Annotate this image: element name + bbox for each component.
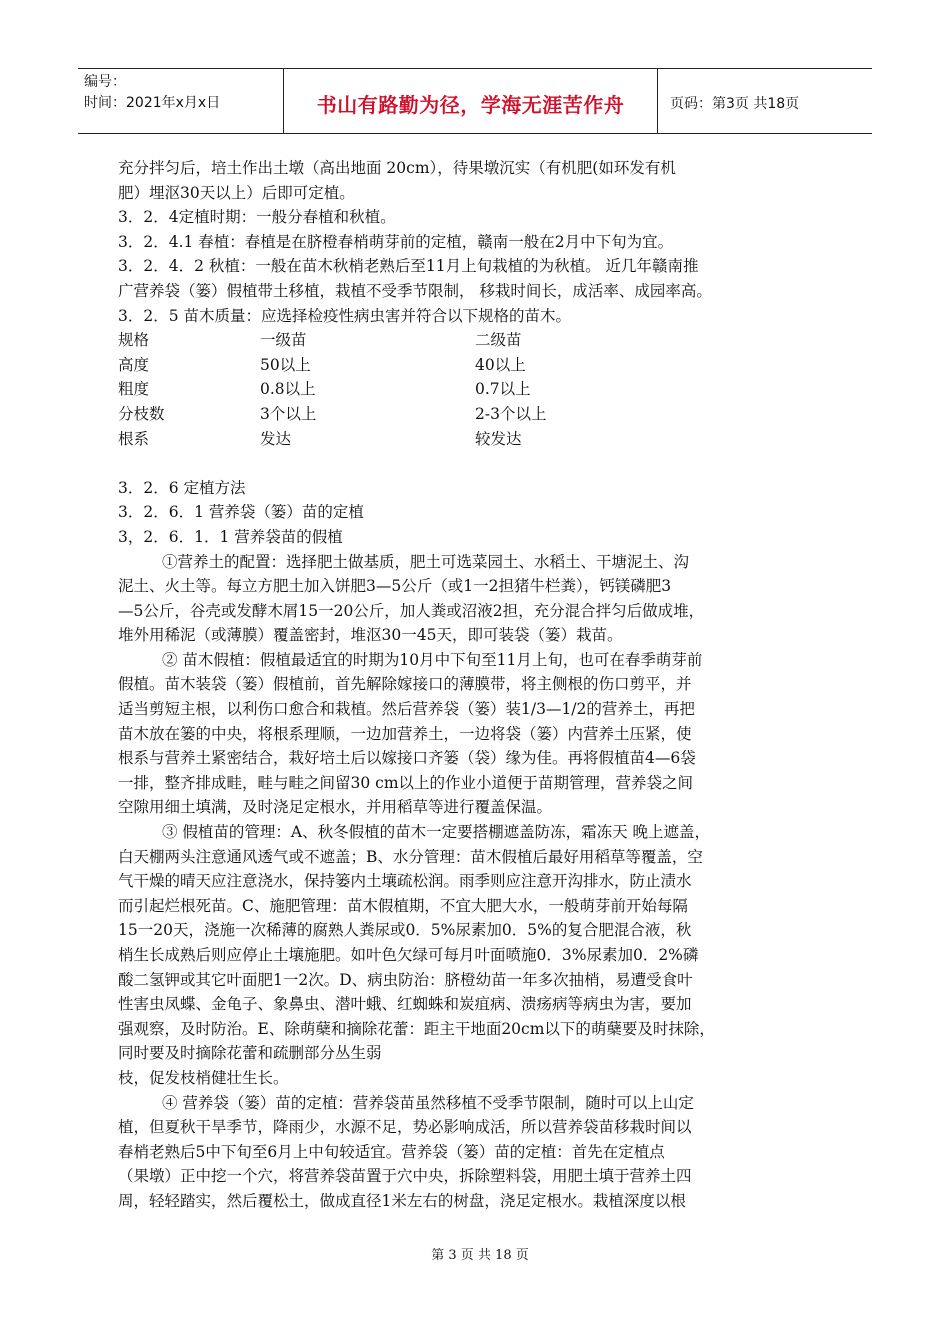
text-line: 酸二氢钾或其它叶面肥1一2次。D、病虫防治：脐橙幼苗一年多次抽梢，易遭受食叶 [118,970,693,989]
text-line: 3．2．6 定植方法 [118,478,246,497]
paragraphs-after-table [118,476,838,1214]
table-cell: 根系 [118,429,150,448]
text-line: 15一20天，浇施一次稀薄的腐熟人粪尿或0．5%尿素加0．5%的复合肥混合液，秋 [118,921,692,940]
text-line: ③ 假植苗的管理：A、秋冬假植的苗木一定要搭棚遮盖防冻，霜冻天 晚上遮盖， [162,823,711,842]
document-body [118,156,838,1214]
table-cell: 0.7以上 [475,380,531,399]
blank-line [118,451,838,476]
text-line: 强观察，及时防治。E、除萌蘖和摘除花蕾：距主干地面20cm以下的萌蘖要及时抹除， [118,1019,715,1038]
text-line: 植，但夏秋干旱季节，降雨少，水源不足，势必影响成活，所以营养袋苗移栽时间以 [118,1118,692,1137]
text-line: 苗木放在篓的中央，将根系理顺，一边加营养土，一边将袋（篓）内营养土压紧，使 [118,724,692,743]
table-cell: 较发达 [475,429,522,448]
header-page-info: 页码：第3页 共18页 [670,96,800,112]
paragraphs-before-table [118,156,838,328]
text-line: 枝，促发枝梢健壮生长。 [118,1068,289,1087]
text-line: —5公斤，谷壳或发酵木屑15一20公斤，加人粪或沼液2担，充分混合拌匀后做成堆， [118,601,705,620]
table-row [118,353,838,378]
table-cell: 2-3个以上 [475,404,547,423]
header-motto: 书山有路勤为径，学海无涯苦作舟 [284,69,658,133]
table-cell: 分枝数 [118,404,165,423]
table-row [118,402,838,427]
text-line: ①营养土的配置：选择肥土做基质，肥土可选菜园土、水稻土、干塘泥土、沟 [162,552,690,571]
text-line: ② 苗木假植：假植最适宜的时期为10月中下旬至11月上旬，也可在春季萌芽前 [162,650,703,669]
text-line: 堆外用稀泥（或薄膜）覆盖密封，堆沤30一45天，即可装袋（篓）栽苗。 [118,626,623,645]
text-line: 3．2．4．2 秋植：一般在苗木秋梢老熟后至11月上旬栽植的为秋植。 近几年赣南推 [118,257,699,276]
text-line: 性害虫凤蝶、金龟子、象鼻虫、潜叶蛾、红蜘蛛和炭疽病、溃疡病等病虫为害，要加 [118,995,692,1014]
text-line: 适当剪短主根，以利伤口愈合和栽植。然后营养袋（篓）装1/3—1/2的营养土，再把 [118,700,695,719]
table-header-cell: 一级苗 [260,331,307,350]
text-line: 一排，整齐排成畦，畦与畦之间留30 cm以上的作业小道便于苗期管理，营养袋之间 [118,773,694,792]
text-line: 同时要及时摘除花蕾和疏删部分丛生弱 [118,1044,382,1063]
text-line: 充分拌匀后，培土作出土墩（高出地面 20cm），待果墩沉实（有机肥(如环发有机 [118,159,676,177]
table-cell: 40以上 [475,355,526,374]
text-line: 3．2．4.1 春植：春植是在脐橙春梢萌芽前的定植，赣南一般在2月中下旬为宜。 [118,232,674,251]
text-line: 肥）埋沤30天以上）后即可定植。 [118,183,355,202]
serial-number-label: 编号： [84,74,126,90]
text-line: 3．2．5 苗木质量：应选择检疫性病虫害并符合以下规格的苗木。 [118,306,572,325]
table-cell: 3个以上 [260,404,317,423]
text-line: 广营养袋（篓）假植带土移植，栽植不受季节限制， 移栽时间长，成活率、成园率高。 [118,281,712,300]
text-line: 3．2．4定植时期：一般分春植和秋植。 [118,208,396,227]
text-line: 假植。苗木装袋（篓）假植前，首先解除嫁接口的薄膜带，将主侧根的伤口剪平，并 [118,675,692,694]
page-footer: 第 3 页 共 18 页 [431,1248,529,1263]
text-line: 周，轻轻踏实，然后覆松土，做成直径1米左右的树盘，浇足定根水。栽植深度以根 [118,1191,686,1210]
table-cell: 高度 [118,355,150,374]
seedling-quality-table [118,328,838,451]
table-cell: 粗度 [118,380,150,399]
text-line: 泥土、火土等。每立方肥土加入饼肥3—5公斤（或1一2担猪牛栏粪），钙镁磷肥3 [118,577,672,596]
table-row [118,377,838,402]
text-line: 而引起烂根死苗。C、施肥管理：苗木假植期，不宜大肥大水，一般萌芽前开始每隔 [118,896,688,915]
table-header-cell: 规格 [118,331,150,350]
table-cell: 0.8以上 [260,380,316,399]
table-cell: 50以上 [260,355,311,374]
text-line: 气干燥的晴天应注意浇水，保持篓内土壤疏松润。雨季则应注意开沟排水，防止渍水 [118,872,692,891]
page-header [78,68,872,134]
table-row [118,427,838,452]
text-line: 空隙用细土填满，及时浇足定根水，并用稻草等进行覆盖保温。 [118,798,553,817]
time-label: 时间：2021年x月x日 [84,95,221,111]
text-line: 梢生长成熟后则应停止土壤施肥。如叶色欠绿可每月叶面喷施0．3%尿素加0．2%磷 [118,946,699,964]
text-line: 春梢老熟后5中下旬至6月上中旬较适宜。营养袋（篓）苗的定植：首先在定植点 [118,1142,665,1161]
table-header-cell: 二级苗 [475,331,522,350]
table-header-row [118,328,838,353]
text-line: （果墩）正中挖一个穴，将营养袋苗置于穴中央，拆除塑料袋，用肥土填于营养土四 [118,1167,692,1186]
header-meta [78,69,284,133]
text-line: 根系与营养土紧密结合，栽好培土后以嫁接口齐篓（袋）缘为佳。再将假植苗4—6袋 [118,749,696,768]
text-line: ④ 营养袋（篓）苗的定植：营养袋苗虽然移植不受季节限制，随时可以上山定 [162,1093,694,1112]
text-line: 3，2．6．1．1 营养袋苗的假植 [118,527,343,546]
text-line: 3．2．6．1 营养袋（篓）苗的定植 [118,503,364,522]
text-line: 白天棚两头注意通风透气或不遮盖；B、水分管理：苗木假植后最好用稻草等覆盖，空 [118,847,703,866]
table-cell: 发达 [260,429,292,448]
